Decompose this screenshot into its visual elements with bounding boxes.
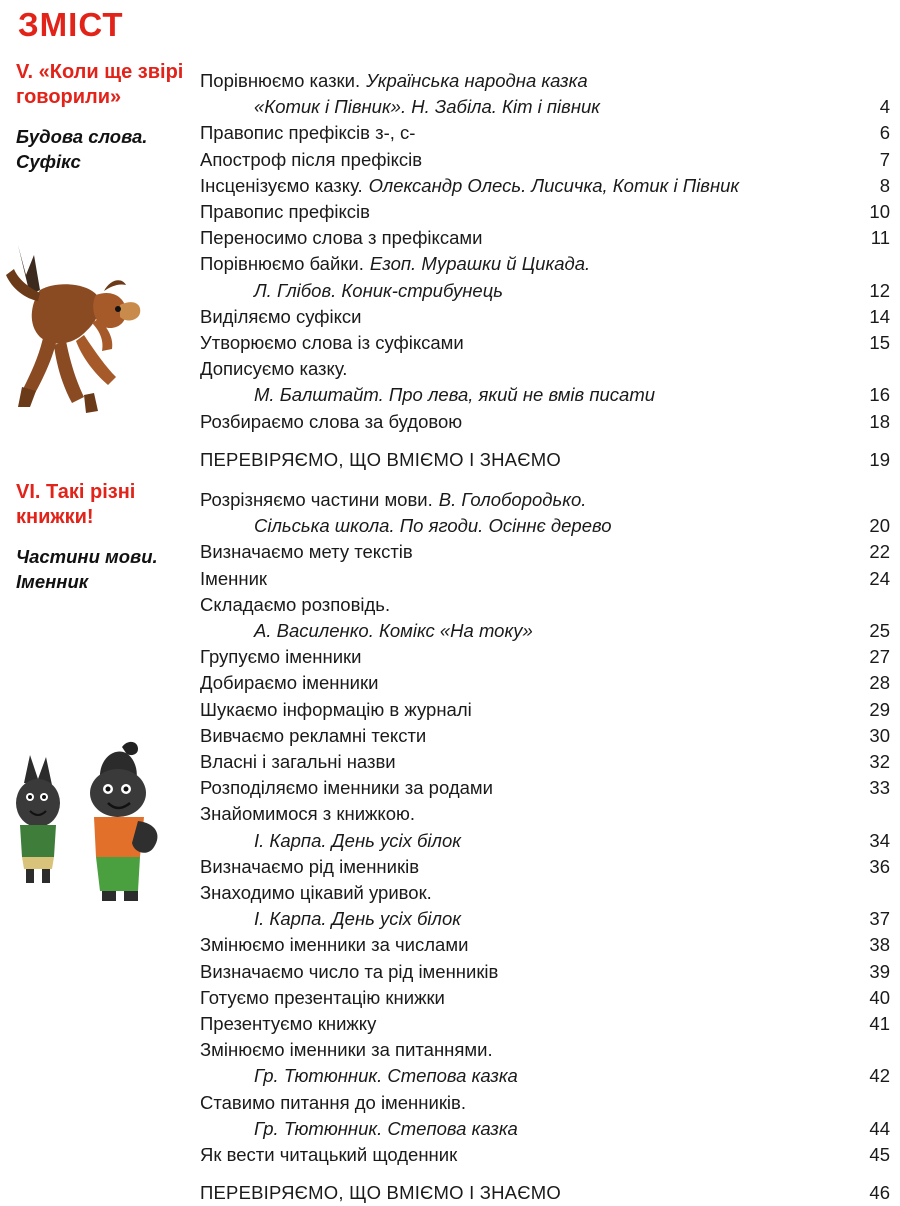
toc-leader	[661, 395, 848, 396]
toc-page: 11	[870, 227, 890, 249]
toc-page: 27	[869, 646, 890, 668]
toc-entry[interactable]	[200, 1011, 890, 1037]
toc-leader	[494, 238, 848, 239]
toc-entry-label-italic: Українська народна казка	[366, 70, 588, 91]
toc-leader	[505, 788, 848, 789]
toc-entry[interactable]	[200, 566, 890, 592]
toc-page: 14	[869, 305, 890, 327]
toc-entry-label: Розбираємо слова за будовою	[200, 410, 463, 432]
toc-entry[interactable]	[200, 697, 890, 723]
toc-entry[interactable]	[200, 120, 890, 146]
toc-page: 10	[869, 201, 890, 223]
section-vi-heading: VI. Такі різні книжки!	[16, 481, 136, 528]
toc-entry-label-italic: А. Василенко. Комікс «На току»	[254, 620, 533, 642]
section-vi-left-column	[8, 480, 198, 594]
toc-leader	[425, 552, 848, 553]
toc-entry-label: Змінюємо іменники за числами	[200, 934, 469, 956]
toc-page: 4	[879, 96, 890, 118]
toc-page: 39	[869, 960, 890, 982]
toc-entry-label: Знаходимо цікавий уривок.	[200, 882, 432, 904]
toc-check-entry[interactable]	[200, 447, 890, 473]
toc-leader	[567, 460, 848, 461]
toc-check-label: ПЕРЕВІРЯЄМО, ЩО ВМІЄМО І ЗНАЄМО	[200, 448, 561, 470]
toc-entry-label: Визначаємо рід іменників	[200, 855, 420, 877]
toc-leader	[478, 1103, 848, 1104]
toc-entry-label-italic: Сільська школа. По ягоди. Осіннє дерево	[254, 515, 612, 537]
toc-entry[interactable]	[200, 801, 890, 827]
section-v-subheading: Будова слова. Суфікс	[16, 126, 148, 172]
toc-page: 29	[869, 698, 890, 720]
toc-page: 18	[869, 410, 890, 432]
toc-entry[interactable]	[200, 513, 890, 539]
toc-entry[interactable]	[200, 539, 890, 565]
toc-entry[interactable]	[200, 618, 890, 644]
toc-leader	[467, 841, 848, 842]
toc-check-entry[interactable]	[200, 1180, 890, 1206]
toc-leader	[390, 683, 848, 684]
page-title: ЗМІСТ	[18, 6, 124, 43]
toc-entry[interactable]	[200, 94, 890, 120]
toc-entry[interactable]	[200, 985, 890, 1011]
toc-leader	[745, 186, 848, 187]
toc-entry[interactable]	[200, 173, 890, 199]
toc-entry-label: Знайомимося з книжкою.	[200, 803, 416, 825]
goat-illustration	[0, 235, 150, 435]
toc-entry-label: Групуємо іменники	[200, 646, 362, 668]
toc-page: 30	[869, 724, 890, 746]
toc-page: 6	[879, 122, 890, 144]
toc-page: 19	[869, 448, 890, 470]
toc-leader	[427, 814, 848, 815]
toc-entry[interactable]	[200, 592, 890, 618]
toc-entry[interactable]	[200, 409, 890, 435]
toc-entry[interactable]	[200, 1063, 890, 1089]
toc-page: 36	[869, 855, 890, 877]
toc-leader	[457, 998, 848, 999]
toc-entry[interactable]	[200, 382, 890, 408]
toc-entry-label: Визначаємо мету текстів	[200, 541, 413, 563]
toc-entry-label: Порівнюємо байки.	[200, 253, 364, 275]
toc-page: 46	[869, 1182, 890, 1204]
toc-entry-label-italic: В. Голобородько.	[438, 489, 587, 510]
toc-entry-label: Вивчаємо рекламні тексти	[200, 724, 427, 746]
toc-leader	[467, 919, 848, 920]
toc-page: 7	[879, 148, 890, 170]
toc-leader	[469, 1155, 848, 1156]
toc-entry-label: Іменник	[200, 567, 268, 589]
toc-page: 16	[869, 384, 890, 406]
toc-page: 28	[869, 672, 890, 694]
toc-entry-label-italic: І. Карпа. День усіх білок	[254, 829, 461, 851]
toc-leader	[594, 81, 848, 82]
toc-leader	[524, 1129, 848, 1130]
toc-page: 38	[869, 934, 890, 956]
toc-page: 44	[869, 1117, 890, 1139]
toc-leader	[618, 526, 848, 527]
toc-entry-label: Ставимо питання до іменників.	[200, 1091, 467, 1113]
toc-entry-label-italic: І. Карпа. День усіх білок	[254, 908, 461, 930]
toc-leader	[374, 317, 849, 318]
toc-entry-label: Виділяємо суфікси	[200, 305, 362, 327]
toc-leader	[373, 657, 848, 658]
toc-entry[interactable]	[200, 880, 890, 906]
toc-entry[interactable]	[200, 304, 890, 330]
toc-entry[interactable]	[200, 330, 890, 356]
section-v-toc	[200, 68, 890, 473]
toc-entry-label: Апостроф після префіксів	[200, 148, 423, 170]
toc-leader	[510, 972, 848, 973]
toc-leader	[474, 422, 848, 423]
toc-leader	[408, 762, 848, 763]
toc-entry-label: Визначаємо число та рід іменників	[200, 960, 499, 982]
toc-entry[interactable]	[200, 1037, 890, 1063]
toc-entry[interactable]	[200, 1090, 890, 1116]
toc-entry[interactable]	[200, 749, 890, 775]
toc-page: 33	[869, 777, 890, 799]
toc-page: 24	[869, 567, 890, 589]
section-vi-toc	[200, 487, 890, 1206]
toc-entry-label: Презентуємо книжку	[200, 1013, 377, 1035]
toc-entry-label-italic: Езоп. Мурашки й Цикада.	[369, 253, 591, 275]
toc-leader	[427, 133, 848, 134]
toc-page: 20	[869, 515, 890, 537]
toc-entry[interactable]	[200, 356, 890, 382]
toc-leader	[388, 1024, 848, 1025]
toc-page: 34	[869, 829, 890, 851]
toc-page: 32	[869, 751, 890, 773]
toc-leader	[509, 291, 848, 292]
toc-leader	[431, 867, 848, 868]
toc-page: 40	[869, 986, 890, 1008]
toc-leader	[382, 212, 848, 213]
toc-leader	[359, 369, 848, 370]
toc-entry[interactable]	[200, 278, 890, 304]
toc-entry-label: Правопис префіксів	[200, 201, 370, 223]
toc-page: 45	[869, 1144, 890, 1166]
toc-leader	[434, 160, 848, 161]
toc-entry[interactable]	[200, 932, 890, 958]
toc-entry-label-italic: Л. Глібов. Коник-стрибунець	[254, 279, 504, 301]
toc-page: 15	[869, 332, 890, 354]
toc-entry[interactable]	[200, 644, 890, 670]
toc-entry[interactable]	[200, 906, 890, 932]
toc-entry-label: Утворюємо слова із суфіксами	[200, 332, 464, 354]
toc-page: 8	[879, 174, 890, 196]
toc-leader	[592, 500, 848, 501]
toc-leader	[402, 605, 848, 606]
toc-entry-label: Правопис префіксів з-, с-	[200, 122, 416, 144]
toc-entry-label-italic: Олександр Олесь. Лисичка, Котик і Півник	[368, 174, 740, 196]
toc-leader	[480, 945, 848, 946]
toc-page: 25	[869, 620, 890, 642]
section-v-left-column	[8, 60, 198, 174]
toc-entry-label: Порівнюємо казки.	[200, 70, 361, 91]
toc-page: 42	[869, 1065, 890, 1087]
toc-entry[interactable]	[200, 723, 890, 749]
toc-entry-label: Змінюємо іменники за питаннями.	[200, 1039, 493, 1061]
toc-entry-label: Розрізняємо частини мови.	[200, 489, 433, 510]
toc-leader	[279, 579, 848, 580]
toc-entry[interactable]	[200, 854, 890, 880]
toc-entry-label-italic: Гр. Тютюнник. Степова казка	[254, 1065, 518, 1087]
toc-leader	[524, 1076, 848, 1077]
toc-leader	[484, 710, 848, 711]
toc-entry[interactable]	[200, 959, 890, 985]
toc-page: 22	[869, 541, 890, 563]
toc-entry[interactable]	[200, 225, 890, 251]
toc-entry[interactable]	[200, 487, 890, 513]
toc-entry[interactable]	[200, 251, 890, 277]
section-vi-subheading: Частини мови. Іменник	[16, 546, 158, 592]
monsters-illustration	[10, 735, 180, 920]
toc-page: 41	[869, 1013, 890, 1035]
toc-check-label: ПЕРЕВІРЯЄМО, ЩО ВМІЄМО І ЗНАЄМО	[200, 1182, 561, 1204]
toc-leader	[444, 893, 848, 894]
toc-entry-label: Складаємо розповідь.	[200, 593, 391, 615]
toc-entry-label-italic: «Котик і Півник». Н. Забіла. Кіт і півник	[254, 96, 601, 118]
toc-page: 37	[869, 908, 890, 930]
toc-leader	[539, 631, 848, 632]
toc-entry-label: Інсценізуємо казку.	[200, 174, 363, 196]
toc-entry-label: Шукаємо інформацію в журналі	[200, 698, 472, 720]
toc-leader	[476, 343, 848, 344]
toc-entry[interactable]	[200, 1116, 890, 1142]
toc-entry-label: Переносимо слова з префіксами	[200, 227, 483, 249]
toc-leader	[438, 736, 848, 737]
toc-leader	[606, 107, 848, 108]
toc-entry-label: Дописуємо казку.	[200, 358, 348, 380]
toc-entry[interactable]	[200, 68, 890, 94]
toc-entry[interactable]	[200, 828, 890, 854]
toc-leader	[567, 1193, 848, 1194]
toc-page: 12	[869, 279, 890, 301]
toc-entry-label: Розподіляємо іменники за родами	[200, 777, 493, 799]
toc-entry-label-italic: Гр. Тютюнник. Степова казка	[254, 1117, 518, 1139]
toc-entry-label: Як вести читацький щоденник	[200, 1144, 458, 1166]
toc-entry[interactable]	[200, 670, 890, 696]
toc-entry-label: Готуємо презентацію книжки	[200, 986, 445, 1008]
toc-entry-label: Добираємо іменники	[200, 672, 379, 694]
toc-entry[interactable]	[200, 147, 890, 173]
toc-entry-label-italic: М. Балштайт. Про лева, який не вмів писати	[254, 384, 656, 406]
toc-entry[interactable]	[200, 1142, 890, 1168]
toc-leader	[505, 1050, 848, 1051]
toc-leader	[596, 264, 848, 265]
toc-entry[interactable]	[200, 775, 890, 801]
toc-entry-label: Власні і загальні назви	[200, 751, 396, 773]
section-v-heading: V. «Коли ще звірі говорили»	[16, 61, 184, 108]
toc-entry[interactable]	[200, 199, 890, 225]
